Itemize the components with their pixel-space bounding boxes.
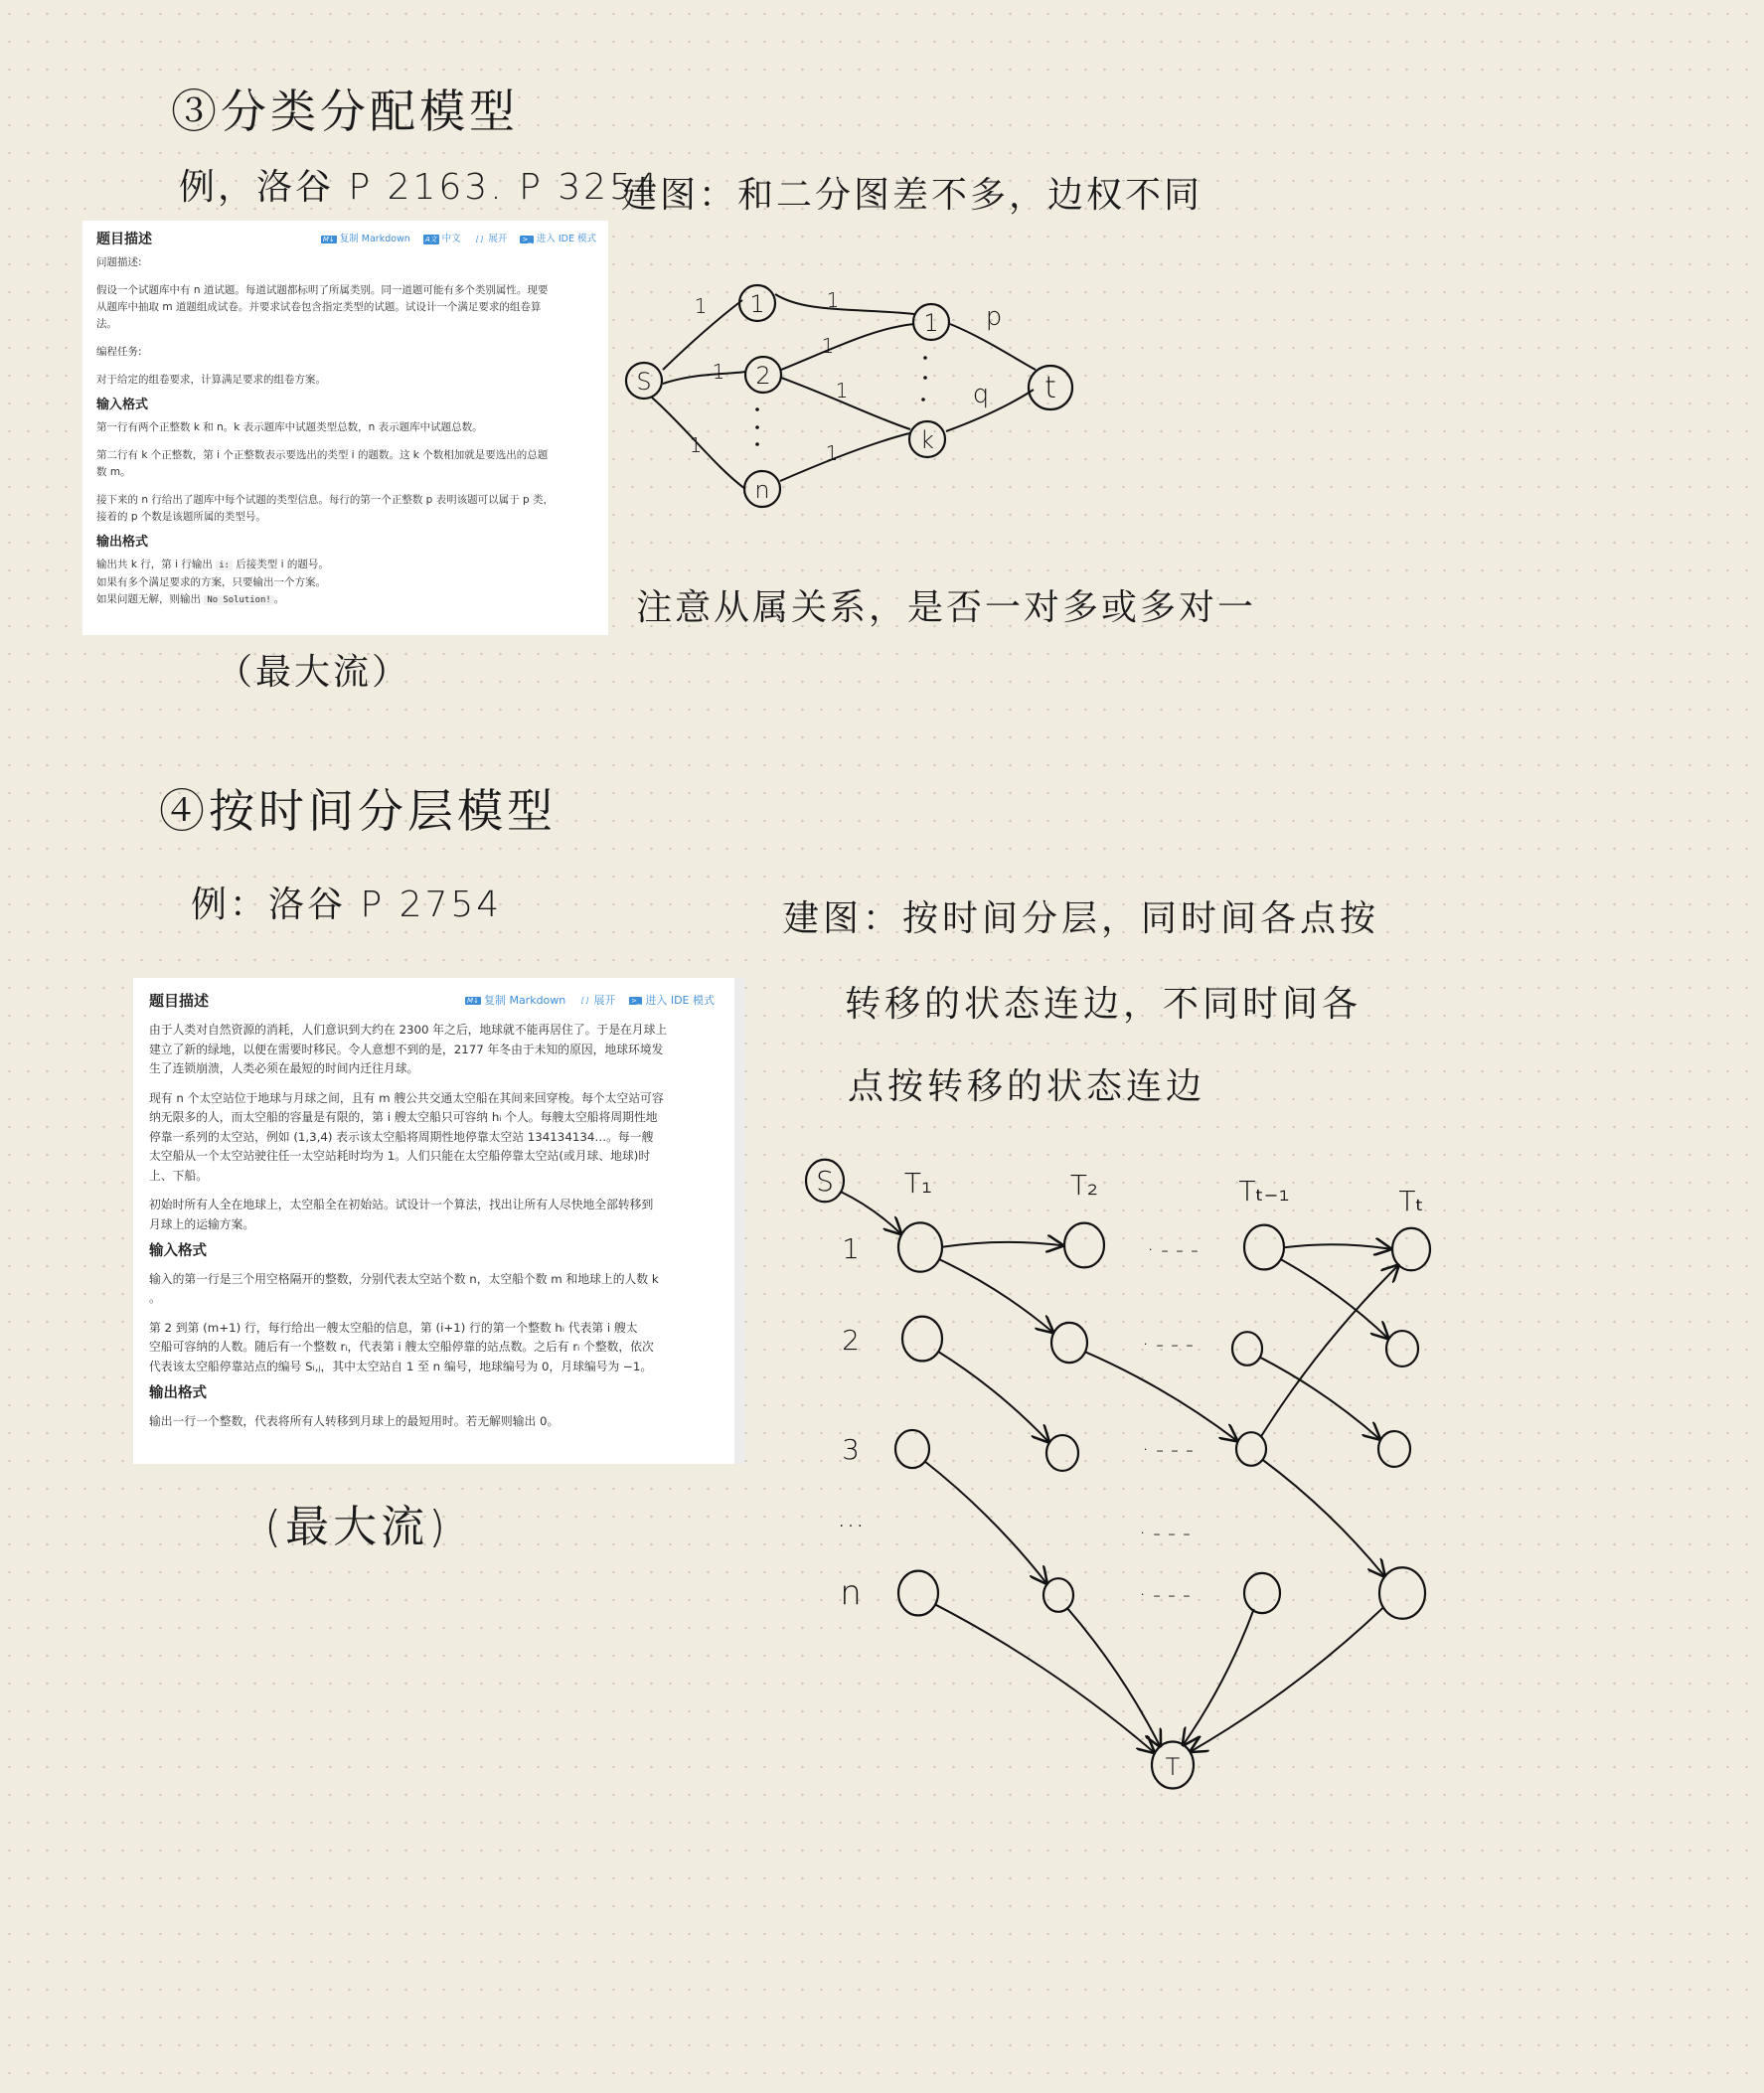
time-label: T₁ xyxy=(903,1167,933,1200)
edge-label: 1 xyxy=(826,288,840,312)
row-label: 3 xyxy=(842,1433,860,1466)
time-label: Tₜ₋₁ xyxy=(1238,1175,1290,1208)
translate-icon: A文 xyxy=(424,235,437,243)
ellipsis: · - - - xyxy=(1142,1333,1194,1358)
node-d3 xyxy=(1378,1431,1410,1467)
markdown-icon: M↓ xyxy=(467,997,479,1005)
edge-c1-d1 xyxy=(1284,1244,1390,1248)
edge-S-a1 xyxy=(841,1192,901,1233)
text-line: 空船可容纳的人数。随后有一个整数 rᵢ，代表第 i 艘太空船停靠的站点数。之后有 rᵢ 个整数，依次 xyxy=(149,1340,654,1354)
section3-example: 例，洛谷 P 2163. P 3254 xyxy=(179,167,661,208)
edge-label: q xyxy=(972,380,990,409)
copy-markdown-link[interactable]: M↓ 复制 Markdown xyxy=(467,994,566,1007)
section4-build-line-3: 点按转移的状态连边 xyxy=(848,1066,1206,1107)
text-line: 现有 n 个太空站位于地球与月球之间，且有 m 艘公共交通太空船在其间来回穿梭。每个太空站可容 xyxy=(149,1090,664,1105)
text-line: 输入的第一行是三个用空格隔开的整数，分别代表太空站个数 n，太空船个数 m 和地球上的人数 k xyxy=(149,1271,659,1286)
problem-description-heading: 题目描述 xyxy=(149,992,210,1010)
text-line: 太空船从一个太空站驶往任一太空站耗时均为 1。人们只能在太空船停靠太空站(或月球、地球)时 xyxy=(149,1149,651,1163)
text-line: 输出一行一个整数，代表将所有人转移到月球上的最短用时。若无解则输出 0。 xyxy=(149,1413,560,1428)
text-line: 。 xyxy=(149,1291,161,1305)
ellipsis: · - - - xyxy=(1139,1522,1191,1546)
edge-label: 1 xyxy=(712,360,725,384)
expand-link[interactable]: [ ] 展开 xyxy=(475,234,508,244)
node-an xyxy=(898,1571,938,1616)
text-line: 数 m。 xyxy=(96,466,131,478)
text-line: 建立了新的绿地，以便在需要时移民。令人意想不到的是，2177 年冬由于未知的原因，地球环境发 xyxy=(149,1042,664,1056)
edge-label: 1 xyxy=(689,433,703,457)
input-format-heading: 输入格式 xyxy=(149,1243,207,1259)
text-line: 月球上的运输方案。 xyxy=(149,1216,255,1231)
problem-description-heading: 题目描述 xyxy=(96,232,152,247)
node-a1 xyxy=(898,1222,942,1271)
text-line: 从题库中抽取 m 道题组成试卷。并要求试卷包含指定类型的试题。试设计一个满足要求的组卷算 xyxy=(96,301,542,313)
text-line: 纳无限多的人，而太空船的容量是有限的，第 i 艘太空船只可容纳 hᵢ 个人。每艘太空船将周期性地 xyxy=(149,1110,658,1124)
section3-title: ③分类分配模型 xyxy=(171,84,519,138)
edge-c2-d3 xyxy=(1259,1357,1379,1438)
node-label: k xyxy=(920,426,934,454)
ellipsis: · - - - xyxy=(1139,1583,1191,1608)
expand-link[interactable]: [ ] 展开 xyxy=(580,994,616,1007)
node-label: n xyxy=(754,476,770,504)
edge-c1-d2 xyxy=(1280,1259,1387,1339)
node-c2 xyxy=(1232,1332,1262,1366)
row-label: 2 xyxy=(842,1324,860,1357)
section3-algorithm: （最大流） xyxy=(217,652,411,693)
edge-b2-c3 xyxy=(1085,1352,1237,1440)
terminal-icon: >_ xyxy=(630,997,641,1005)
node-c1 xyxy=(1244,1225,1284,1270)
node-label: 2 xyxy=(755,362,771,390)
node-cn xyxy=(1244,1573,1280,1613)
edge-dn-T xyxy=(1191,1607,1383,1751)
section4-algorithm: (最大流) xyxy=(264,1502,450,1552)
section4-title: ④按时间分层模型 xyxy=(159,784,557,838)
node-label: S xyxy=(636,368,652,396)
section4-build-line-2: 转移的状态连边，不同时间各 xyxy=(845,984,1363,1025)
text-line: 假设一个试题库中有 n 道试题。每道试题都标明了所属类别。同一道题可能有多个类别属性。现要 xyxy=(96,284,549,296)
node-b1 xyxy=(1064,1223,1104,1268)
text-line: 第一行有两个正整数 k 和 n。k 表示题库中试题类型总数，n 表示题库中试题总数。 xyxy=(96,421,483,433)
node-c3 xyxy=(1236,1432,1266,1466)
task-label: 编程任务: xyxy=(96,346,142,358)
node-label: 1 xyxy=(923,309,939,337)
markdown-icon: M↓ xyxy=(322,235,335,243)
edge-a1-b1 xyxy=(942,1242,1062,1247)
section3-attention-note: 注意从属关系，是否一对多或多对一 xyxy=(636,587,1257,628)
text-line: 接下来的 n 行给出了题库中每个试题的类型信息。每行的第一个正整数 p 表明该题可以属于 p 类， xyxy=(96,494,555,506)
node-b2 xyxy=(1051,1323,1087,1363)
text-line: 生了连锁崩溃，人类必须在最短的时间内迁往月球。 xyxy=(149,1061,419,1075)
ellipsis: · - - - xyxy=(1142,1438,1194,1463)
ide-mode-link[interactable]: >_ 进入 IDE 模式 xyxy=(522,234,596,244)
edge-a2-b3 xyxy=(937,1352,1048,1442)
expand-icon: [ ] xyxy=(580,997,589,1005)
section4-example: 例：洛谷 P 2754 xyxy=(191,885,503,925)
graph2-nodes xyxy=(806,1160,1430,1789)
expand-icon: [ ] xyxy=(475,235,484,243)
node-dn xyxy=(1379,1567,1425,1619)
graph2-edges xyxy=(841,1192,1398,1752)
time-label: T₂ xyxy=(1069,1169,1099,1202)
section3-build-note: 建图：和二分图差不多，边权不同 xyxy=(621,175,1203,216)
edge-cn-T xyxy=(1184,1609,1254,1745)
text-line: 上、下船。 xyxy=(149,1168,208,1183)
edge-label: 1 xyxy=(835,379,849,402)
row-label: n xyxy=(840,1573,862,1613)
text-line: 停靠一系列的太空站，例如 (1,3,4) 表示该太空船将周期性地停靠太空站 134134134…。每一艘 xyxy=(149,1129,654,1144)
text-line: 对于给定的组卷要求，计算满足要求的组卷方案。 xyxy=(96,374,326,386)
edge-a3-bn xyxy=(924,1461,1046,1583)
output-format-heading: 输出格式 xyxy=(149,1385,207,1401)
time-label: Tₜ xyxy=(1398,1185,1424,1217)
text-line: 第二行有 k 个正整数，第 i 个正整数表示要选出的类型 i 的题数。这 k 个数相加就是要选出的总题 xyxy=(96,449,549,461)
row-label: … xyxy=(837,1501,865,1533)
edge-c3-d1 xyxy=(1260,1265,1397,1437)
chinese-link[interactable]: A文 中文 xyxy=(424,234,461,244)
text-line: 如果问题无解，则输出 No Solution! 。 xyxy=(96,593,285,605)
copy-markdown-link[interactable]: M↓ 复制 Markdown xyxy=(322,234,410,244)
text-line: 接着的 p 个数是该题所属的类型号。 xyxy=(96,511,266,523)
node-a3 xyxy=(895,1430,929,1468)
edge-label: p xyxy=(985,302,1003,332)
row-label: 1 xyxy=(842,1232,860,1265)
ellipsis: · - - - xyxy=(1147,1238,1199,1263)
sink-label: T xyxy=(1165,1753,1181,1781)
source-label: S xyxy=(816,1165,834,1198)
node-label: 1 xyxy=(749,290,765,318)
text-line: 代表该太空船停靠站点的编号 Sᵢ,ⱼ，其中太空站自 1 至 n 编号，地球编号为 0，月球编号为 −1。 xyxy=(149,1359,653,1373)
text-line: 初始时所有人全在地球上，太空船全在初始站。试设计一个算法，找出让所有人尽快地全部转移到 xyxy=(149,1198,654,1211)
node-d1 xyxy=(1392,1228,1430,1271)
text-line: 输出共 k 行，第 i 行输出 i: 后接类型 i 的题号。 xyxy=(96,559,329,570)
node-bn xyxy=(1043,1578,1073,1612)
input-format-heading: 输入格式 xyxy=(96,398,149,412)
node-d2 xyxy=(1386,1331,1418,1367)
ide-mode-link[interactable]: >_ 进入 IDE 模式 xyxy=(630,994,715,1007)
node-label: t xyxy=(1044,371,1056,405)
edge-a1-b2 xyxy=(939,1259,1053,1332)
problem-label: 问题描述: xyxy=(96,256,142,268)
node-b3 xyxy=(1046,1435,1078,1471)
node-a2 xyxy=(902,1317,942,1362)
text-line: 由于人类对自然资源的消耗，人们意识到大约在 2300 年之后，地球就不能再居住了。于是在月球上 xyxy=(149,1023,668,1037)
edge-label: 1 xyxy=(825,441,839,465)
edge-label: 1 xyxy=(694,294,708,318)
text-line: 如果有多个满足要求的方案，只要输出一个方案。 xyxy=(96,576,326,588)
edge-bn-T xyxy=(1066,1607,1160,1745)
text-line: 法。 xyxy=(96,318,117,330)
terminal-icon: >_ xyxy=(522,235,532,243)
graph2-labels xyxy=(816,1165,1424,1781)
output-format-heading: 输出格式 xyxy=(96,535,149,550)
edge-c3-dn xyxy=(1262,1459,1384,1575)
section4-build-line-1: 建图：按时间分层，同时间各点按 xyxy=(783,898,1380,939)
edge-label: 1 xyxy=(821,334,835,358)
text-line: 第 2 到第 (m+1) 行，每行给出一艘太空船的信息，第 (i+1) 行的第一个整数 hᵢ 代表第 i 艘太 xyxy=(149,1320,638,1335)
